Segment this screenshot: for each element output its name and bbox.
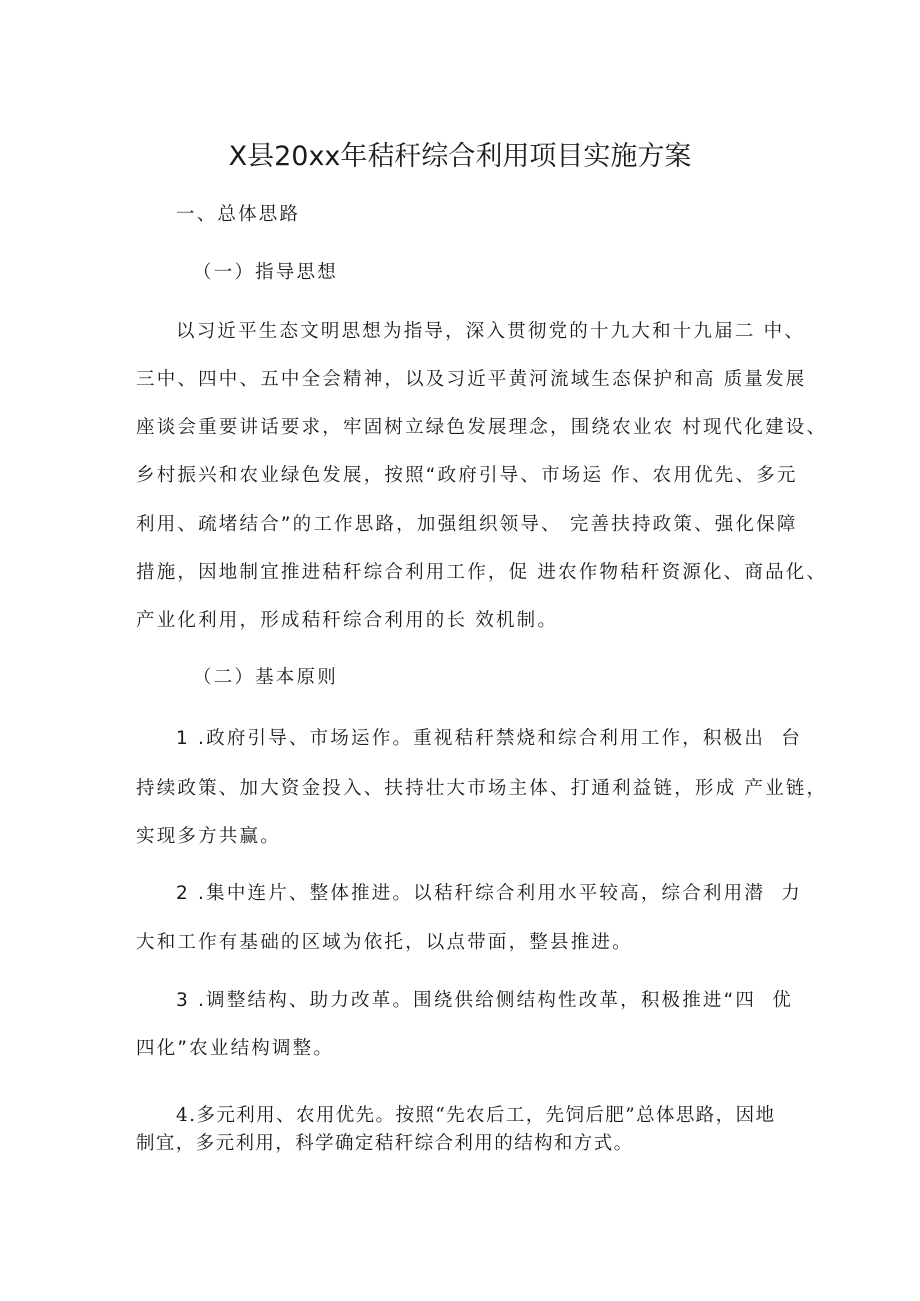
principle-item-3-line: 3 .调整结构、助力改革。围绕供给侧结构性改革，积极推进“四 优 [176, 990, 793, 1011]
paragraph-line: 座谈会重要讲话要求，牢固树立绿色发展理念，围绕农业农 村现代化建设、 [136, 417, 828, 438]
paragraph-line: 以习近平生态文明思想为指导，深入贯彻党的十九大和十九届二 中、 [176, 321, 806, 342]
principle-item-1-line: 持续政策、加大资金投入、扶持壮大市场主体、打通利益链，形成 产业链， [136, 778, 828, 799]
paragraph-line: 措施，因地制宜推进秸秆综合利用工作，促 进农作物秸秆资源化、商品化、 [136, 562, 828, 583]
principle-item-1-line: 实现多方共赢。 [136, 826, 281, 847]
principle-item-1-line: 1 .政府引导、市场运作。重视秸秆禁烧和综合利用工作，积极出 台 [176, 728, 802, 749]
principle-item-4-line: 制宜，多元利用，科学确定秸秆综合利用的结构和方式。 [136, 1133, 634, 1154]
section-heading-overall-approach: 一、总体思路 [176, 204, 301, 225]
principle-item-2-line: 大和工作有基础的区域为依托，以点带面，整县推进。 [136, 932, 633, 953]
subsection-heading-basic-principles: （二）基本原则 [193, 667, 338, 688]
principle-item-3-line: 四化”农业结构调整。 [136, 1038, 335, 1059]
subsection-heading-guiding-ideology: （一）指导思想 [193, 262, 338, 283]
document-title: X县20xx年秸秆综合利用项目实施方案 [228, 141, 692, 172]
paragraph-line: 三中、四中、五中全会精神，以及习近平黄河流域生态保护和高 质量发展 [136, 369, 807, 390]
principle-item-4-line: 4.多元利用、农用优先。按照“先农后工，先饲后肥”总体思路，因地 [176, 1105, 776, 1126]
principle-item-2-line: 2 .集中连片、整体推进。以秸秆综合利用水平较高，综合利用潜 力 [176, 883, 802, 904]
paragraph-line: 乡村振兴和农业绿色发展，按照“政府引导、市场运 作、农用优先、多元 [136, 465, 798, 486]
paragraph-line: 产业化利用，形成秸秆综合利用的长 效机制。 [136, 610, 559, 631]
paragraph-line: 利用、疏堵结合”的工作思路，加强组织领导、 完善扶持政策、强化保障 [136, 514, 798, 535]
